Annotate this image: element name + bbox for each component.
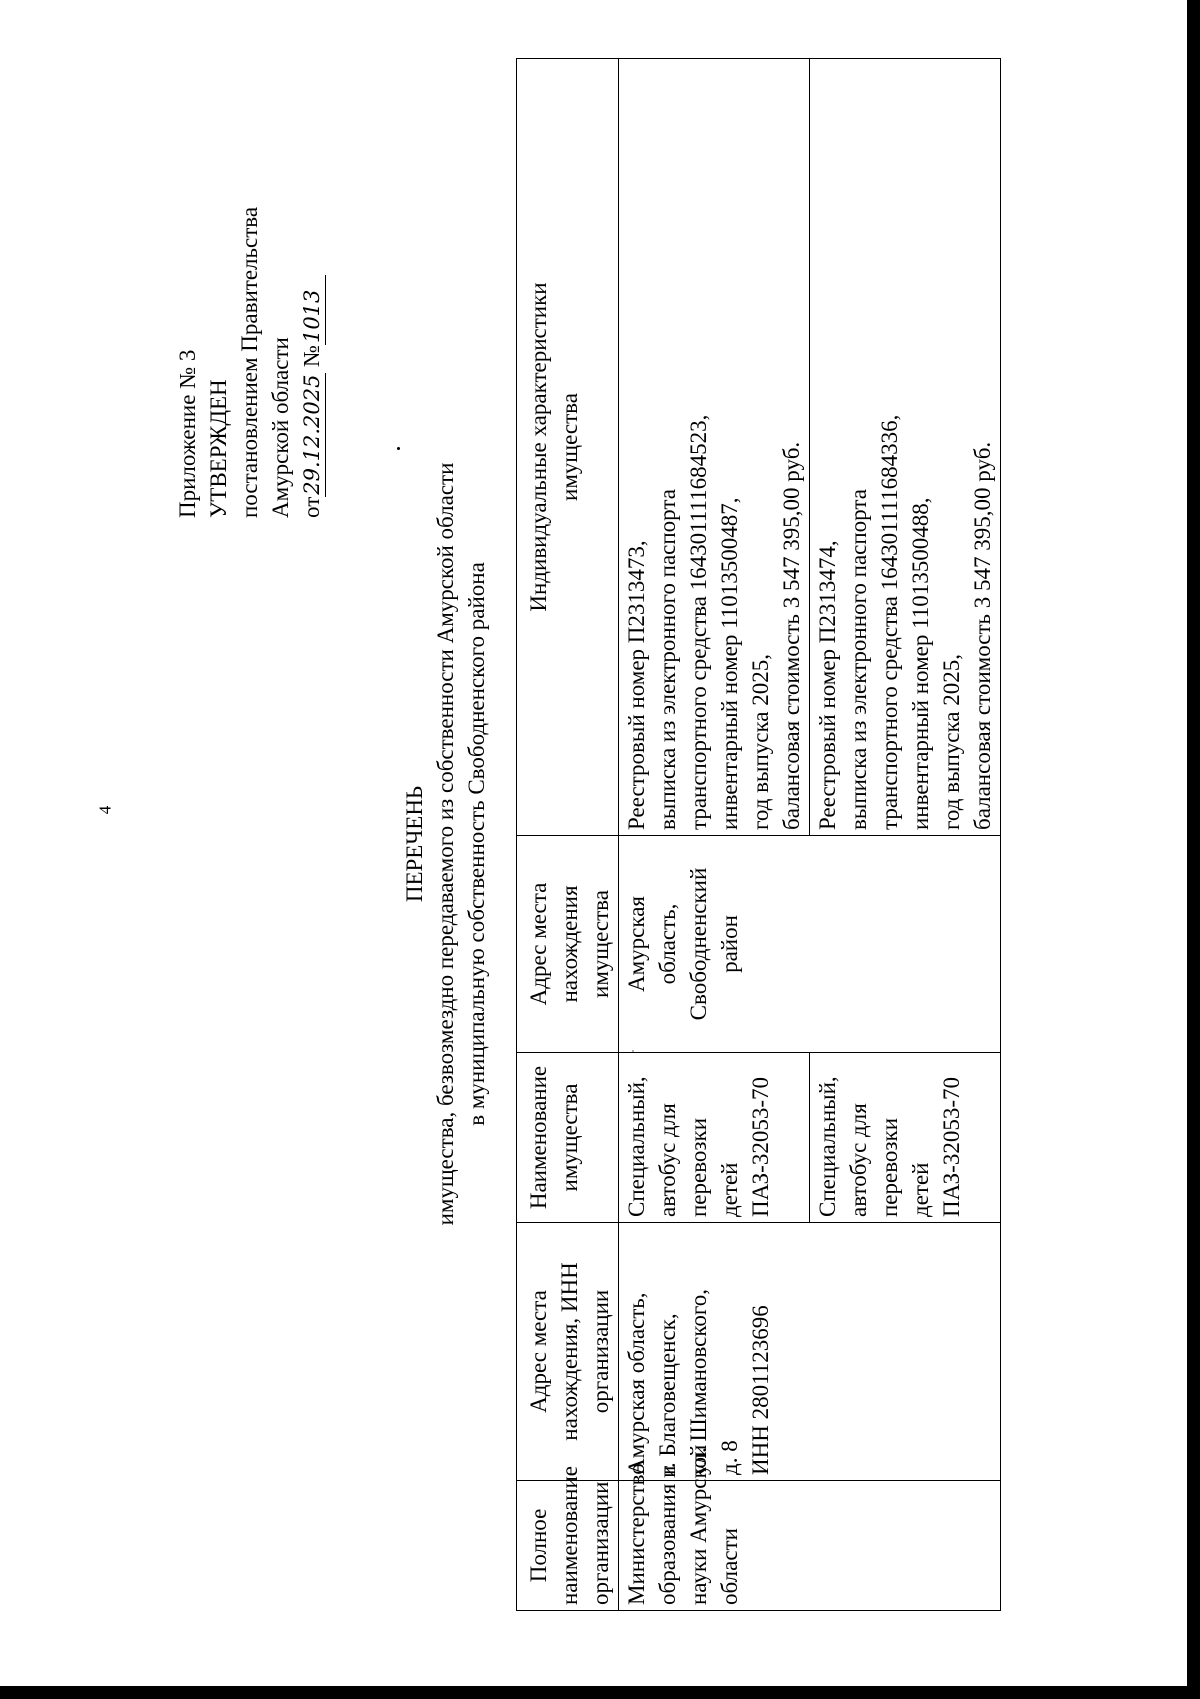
property-table	[516, 58, 1001, 1611]
rotated-page-content	[149, 48, 1151, 1640]
scan-edge-bottom	[0, 1686, 1200, 1699]
cell-org-name: Министерство образования и науки Амурской области	[619, 1481, 1001, 1611]
header-org-name: Полное наименование организации	[517, 1481, 619, 1611]
table-header-row	[517, 59, 619, 1611]
handwritten-number: 1013	[299, 275, 326, 345]
date-prefix: от	[299, 496, 324, 518]
document-title: ПЕРЕЧЕНЬ	[402, 785, 427, 903]
cell-characteristics: Реестровый номер П2313473, выписка из электронного паспорта транспортного средства 164301111684523, инвентарный номер 11013500487, год выпуска 2025, балансовая стоимость 3 547 395,00 руб.	[619, 59, 810, 836]
number-prefix: №	[299, 345, 324, 367]
approval-line-approved: УТВЕРЖДЕН	[206, 379, 231, 518]
handwritten-date: 29.12.2025	[300, 374, 324, 495]
approval-line-region: Амурской области	[268, 337, 293, 518]
header-characteristics: Индивидуальные характеристики имущества	[517, 59, 619, 836]
document-subtitle-line1: имущества, безвозмездно передаваемого из собственности Амурской области	[433, 462, 458, 1226]
approval-line-date-number	[296, 207, 327, 518]
approval-line-appendix: Приложение № 3	[175, 349, 200, 518]
header-org-address: Адрес места нахождения, ИНН организации	[517, 1223, 619, 1481]
header-property-address: Адрес места нахождения имущества	[517, 836, 619, 1053]
cell-org-address: Амурская область, г. Благовещенск, ул. Шимановского, д. 8 ИНН 2801123696	[619, 1223, 1001, 1481]
cell-property-address: Амурская область, Свободненский район	[619, 836, 1001, 1053]
document-subtitle-line2: в муниципальную собственность Свободненского района	[464, 562, 489, 1126]
page-number: 4	[95, 805, 115, 815]
approval-block	[172, 207, 327, 518]
approval-line-resolution: постановлением Правительства	[237, 206, 262, 518]
scan-edge-right	[1187, 0, 1200, 1699]
cell-property-name: Специальный, автобус для перевозки детей ПАЗ-32053-70	[619, 1053, 810, 1223]
cell-characteristics: Реестровый номер П2313474, выписка из электронного паспорта транспортного средства 164301111684336, инвентарный номер 11013500488, год выпуска 2025, балансовая стоимость 3 547 395,00 руб.	[810, 59, 1001, 836]
cell-property-name: Специальный, автобус для перевозки детей ПАЗ-32053-70	[810, 1053, 1001, 1223]
table-row	[619, 59, 810, 1611]
header-property-name: Наименование имущества	[517, 1053, 619, 1223]
